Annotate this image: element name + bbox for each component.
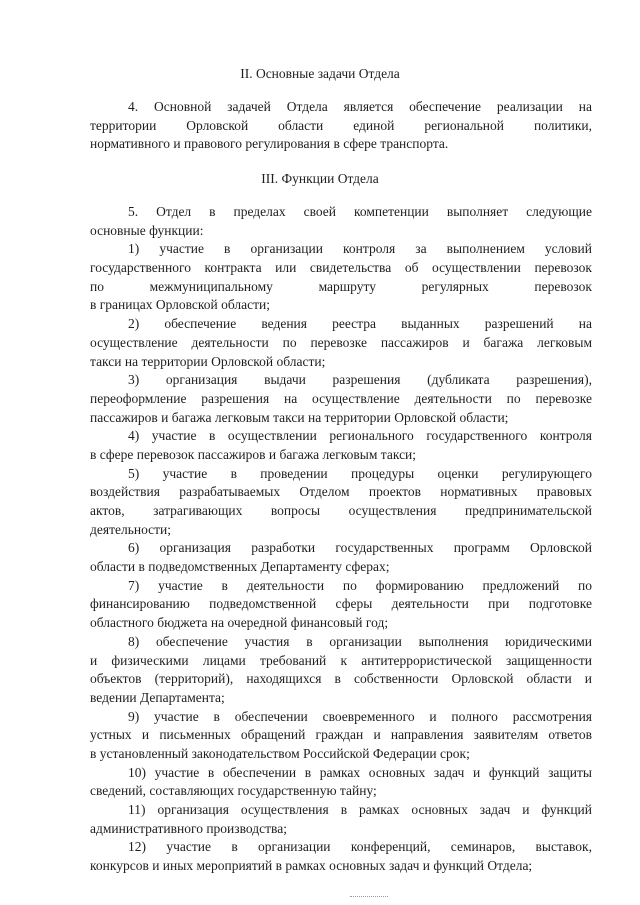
function-item	[90, 539, 592, 576]
function-item-line: 3) организация выдачи разрешения (дубликата разрешения),	[128, 372, 592, 388]
function-item-line: области в подведомственных Департаменту сферах;	[90, 559, 390, 575]
paragraph-line: 4. Основной задачей Отдела является обеспечение реализации на	[128, 99, 592, 114]
function-item-line: деятельности;	[90, 521, 172, 537]
function-item-line: 9) участие в обеспечении своевременного и полного рассмотрения	[128, 708, 592, 724]
function-item	[90, 427, 592, 464]
function-item-line: 10) участие в обеспечении в рамках основных задач и функций защиты	[128, 764, 592, 780]
function-item-line: по межмуниципальному маршруту регулярных перевозок	[90, 278, 592, 294]
function-item	[90, 371, 592, 427]
function-item-line: в установленный законодательством Российской Федерации срок;	[90, 745, 470, 761]
function-item-line: ведении Департамента;	[90, 689, 225, 705]
function-item	[90, 764, 592, 801]
function-item-line: объектов (территорий), находящихся в собственности Орловской области и	[90, 671, 592, 687]
function-item-line: и физическими лицами требований к антитеррористической защищенности	[90, 652, 592, 668]
section-2-heading: II. Основные задачи Отдела	[240, 66, 400, 81]
function-item-line: 6) организация разработки государственных программ Орловской	[128, 540, 592, 556]
function-item-line: 8) обеспечение участия в организации выполнения юридическими	[128, 633, 592, 649]
function-item-line: государственного контракта или свидетельства об осуществлении перевозок	[90, 260, 592, 276]
function-item	[90, 838, 592, 875]
function-item-line: такси на территории Орловской области;	[90, 353, 326, 369]
function-item	[90, 708, 592, 764]
function-item-line: конкурсов и иных мероприятий в рамках основных задач и функций Отдела;	[90, 858, 533, 874]
function-item-line: 5) участие в проведении процедуры оценки регулирующего	[128, 465, 592, 481]
paragraph-5	[90, 203, 592, 240]
function-item-line: пассажиров и багажа легковым такси на территории Орловской области;	[90, 409, 509, 425]
function-item-line: устных и письменных обращений граждан и направления заявителям ответов	[90, 727, 592, 743]
function-item-line: 11) организация осуществления в рамках основных задач и функций	[128, 802, 592, 818]
function-item	[90, 240, 592, 315]
function-item	[90, 315, 592, 371]
function-item-line: актов, затрагивающих вопросы осуществления предпринимательской	[90, 503, 592, 519]
function-item-line: в сфере перевозок пассажиров и багажа легковым такси;	[90, 446, 417, 462]
paragraph-4	[90, 98, 592, 154]
function-item-line: в границах Орловской области;	[90, 297, 271, 313]
function-item-line: областного бюджета на очередной финансовый год;	[90, 615, 389, 631]
function-item-line: воздействия разрабатываемых Отделом проектов нормативных правовых	[90, 484, 592, 500]
function-item	[90, 801, 592, 838]
function-item-line: переоформление разрешения на осуществление деятельности по перевозке	[90, 390, 592, 406]
function-item-line: административного производства;	[90, 820, 287, 836]
paragraph-line: территории Орловской области единой региональной политики,	[90, 117, 592, 133]
paragraph-line: 5. Отдел в пределах своей компетенции выполняет следующие	[128, 204, 592, 219]
function-item	[90, 577, 592, 633]
paragraph-line: нормативного и правового регулирования в сфере транспорта.	[90, 136, 449, 152]
section-3-heading: III. Функции Отдела	[261, 171, 379, 186]
function-item	[90, 465, 592, 540]
function-item-line: 1) участие в организации контроля за выполнением условий	[128, 241, 592, 257]
functions-list	[90, 240, 592, 875]
function-item-line: 2) обеспечение ведения реестра выданных разрешений на	[128, 316, 592, 332]
function-item-line: 4) участие в осуществлении регионального государственного контроля	[128, 428, 592, 444]
function-item-line: 7) участие в деятельности по формированию предложений по	[128, 577, 592, 593]
page-edge-mark	[350, 896, 388, 897]
function-item-line: 12) участие в организации конференций, семинаров, выставок,	[128, 839, 592, 855]
function-item-line: сведений, составляющих государственную тайну;	[90, 783, 377, 799]
paragraph-line: основные функции:	[90, 222, 204, 238]
function-item-line: финансированию подведомственной сферы деятельности при подготовке	[90, 596, 592, 612]
function-item-line: осуществление деятельности по перевозке пассажиров и багажа легковым	[90, 334, 592, 350]
function-item	[90, 633, 592, 708]
